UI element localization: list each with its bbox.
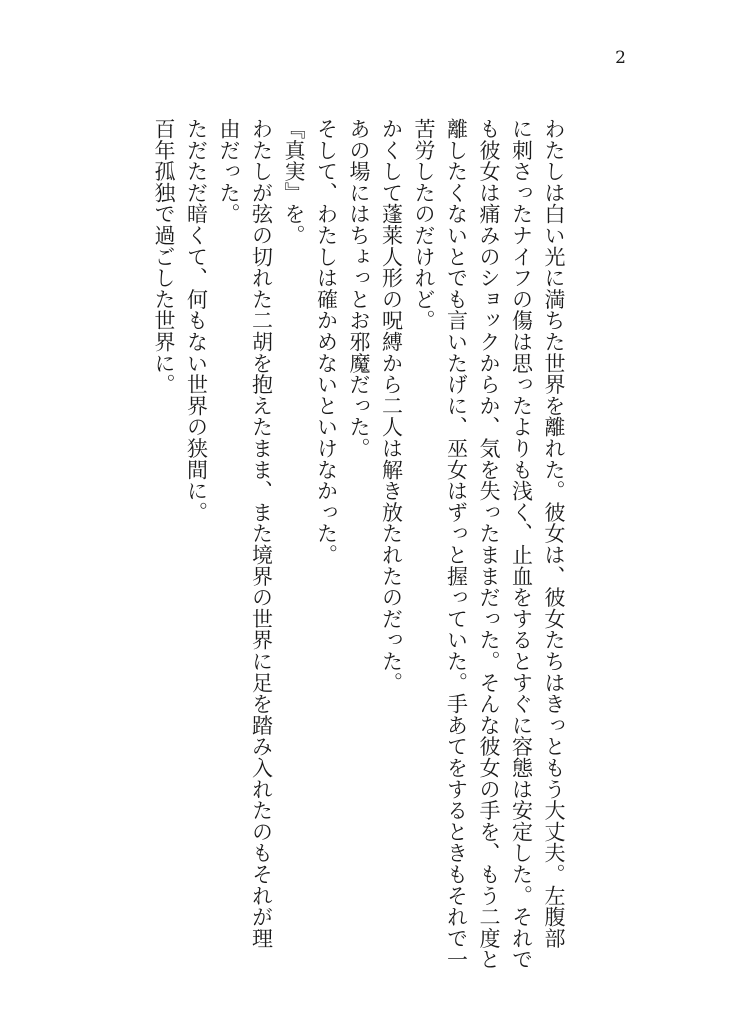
text-line: に刺さったナイフの傷は思ったよりも浅く、止血をするとすぐに容態は安定した。それで [509, 118, 534, 970]
text-line: あの場にはちょっとお邪魔だった。 [347, 118, 371, 459]
text-line: かくして蓬莱人形の呪縛から二人は解き放たれたのだった。 [379, 118, 404, 694]
text-line: 離したくないとでも言いたげに、巫女はずっと握っていた。手あてをするときもそれで一 [444, 118, 469, 970]
text-line: 苦労したのだけれど。 [412, 118, 436, 331]
text-line: も彼女は痛みのショックからか、気を失ったままだった。そんな彼女の手を、もう二度と [477, 118, 501, 970]
text-line: 由だった。 [217, 118, 241, 225]
text-line: そして、わたしは確かめないといけなかった。 [314, 118, 339, 566]
page-number: 2 [615, 48, 626, 68]
text-line: 『真実』を。 [282, 118, 306, 246]
text-line: わたしが弦の切れた二胡を抱えたまま、また境界の世界に足を踏み入れたのもそれが理 [249, 118, 274, 949]
text-line: わたしは白い光に満ちた世界を離れた。彼女は、彼女たちはきっともう大丈夫。左腹部 [542, 118, 566, 949]
text-line: ただただ暗くて、何もない世界の狭間に。 [184, 118, 209, 523]
text-line: 百年孤独で過ごした世界に。 [152, 118, 176, 395]
body-text [148, 118, 571, 970]
